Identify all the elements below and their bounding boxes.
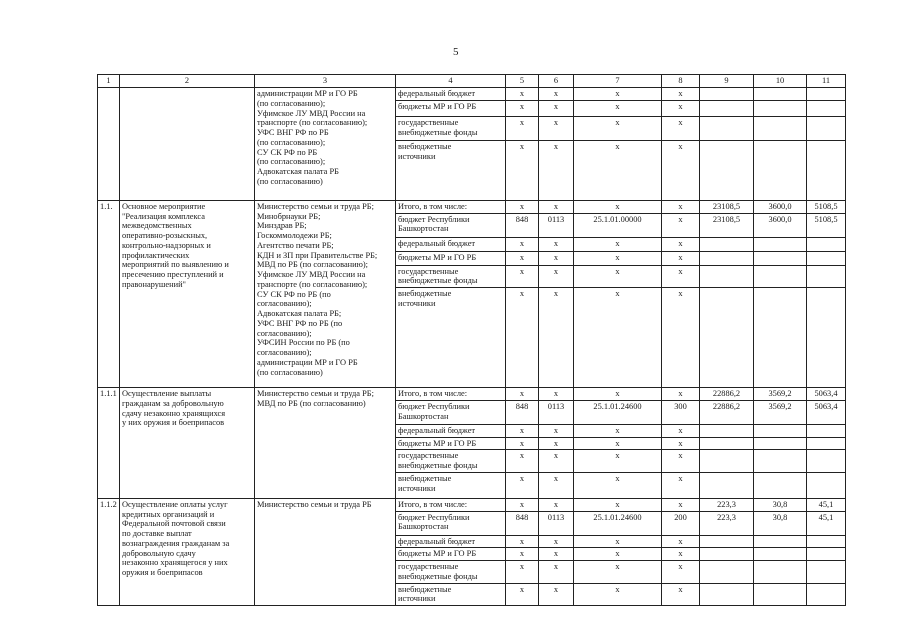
page-number: 5 <box>453 46 459 58</box>
empty-cell <box>700 88 754 101</box>
x-cell: x <box>662 472 700 498</box>
empty-cell <box>754 100 807 116</box>
col-header: 4 <box>396 75 506 88</box>
amount-cell: 3569,2 <box>754 388 807 401</box>
x-cell: x <box>662 583 700 606</box>
source-label: внебюджетные источники <box>396 288 506 388</box>
x-cell: x <box>506 437 539 450</box>
source-label: Итого, в том числе: <box>396 200 506 213</box>
x-cell: x <box>662 437 700 450</box>
event-name: Основное мероприятие "Реализация комплекса межведомственных оперативно-розыскных, контрольно-надзорных и профилактических мероприятий по выявлению и пресечению преступлений и правонарушений" <box>120 200 255 387</box>
x-cell: x <box>506 535 539 548</box>
empty-cell <box>807 237 846 251</box>
empty-cell <box>807 535 846 548</box>
code-cell: 0113 <box>539 213 574 237</box>
x-cell: x <box>539 140 574 200</box>
code-cell: 0113 <box>539 400 574 424</box>
empty-cell <box>807 288 846 388</box>
empty-cell <box>754 548 807 561</box>
x-cell: x <box>506 424 539 437</box>
event-name: Осуществление выплаты гражданам за добровольную сдачу незаконно хранящихся у них оружия и боеприпасов <box>120 388 255 499</box>
x-cell: x <box>574 548 662 561</box>
amount-cell: 223,3 <box>700 498 754 511</box>
x-cell: x <box>539 437 574 450</box>
amount-cell: 22886,2 <box>700 400 754 424</box>
amount-cell: 3600,0 <box>754 200 807 213</box>
amount-cell: 5108,5 <box>807 213 846 237</box>
x-cell: x <box>662 450 700 473</box>
executors: Министерство семьи и труда РБ; Минобрнауки РБ; Минздрав РБ; Госкоммолодежи РБ; Агентство печати РБ; КДН и ЗП при Правительстве РБ; МВД по РБ (по согласованию); Уфимское ЛУ МВД России на транспорте (по согласованию); СУ СК РФ по РБ (по согласованию); Адвокатская палата РБ; УФС ВНГ РФ по РБ (по согласованию); УФСИН России по РБ (по согласованию); администрации МР и ГО РБ (по согласованию) <box>255 200 396 387</box>
col-header: 5 <box>506 75 539 88</box>
empty-cell <box>700 116 754 140</box>
source-label: бюджет Республики Башкортостан <box>396 213 506 237</box>
col-header: 6 <box>539 75 574 88</box>
table-row <box>98 498 846 511</box>
amount-cell: 3600,0 <box>754 213 807 237</box>
x-cell: x <box>506 265 539 288</box>
empty-cell <box>700 265 754 288</box>
source-label: государственные внебюджетные фонды <box>396 265 506 288</box>
amount-cell: 5108,5 <box>807 200 846 213</box>
empty-cell <box>700 450 754 473</box>
x-cell: x <box>574 100 662 116</box>
executors: Министерство семьи и труда РБ; МВД по РБ (по согласованию) <box>255 388 396 499</box>
col-header: 3 <box>255 75 396 88</box>
source-label: федеральный бюджет <box>396 88 506 101</box>
source-label: государственные внебюджетные фонды <box>396 116 506 140</box>
x-cell: x <box>506 237 539 251</box>
amount-cell: 45,1 <box>807 511 846 535</box>
source-label: внебюджетные источники <box>396 472 506 498</box>
x-cell: x <box>506 140 539 200</box>
x-cell: x <box>662 265 700 288</box>
code-cell: 300 <box>662 400 700 424</box>
x-cell: x <box>574 237 662 251</box>
event-name: Осуществление оплаты услуг кредитных организаций и Федеральной почтовой связи по доставке выплат вознаграждения гражданам за добровольную сдачу незаконно хранящегося у них оружия и боеприпасов <box>120 498 255 605</box>
x-cell: x <box>506 450 539 473</box>
x-cell: x <box>662 88 700 101</box>
x-cell: x <box>574 583 662 606</box>
x-cell: x <box>506 116 539 140</box>
col-header: 11 <box>807 75 846 88</box>
empty-cell <box>807 251 846 265</box>
x-cell: x <box>574 498 662 511</box>
x-cell: x <box>574 450 662 473</box>
x-cell: x <box>506 88 539 101</box>
x-cell: x <box>539 116 574 140</box>
col-header: 9 <box>700 75 754 88</box>
x-cell: x <box>574 288 662 388</box>
source-label: бюджеты МР и ГО РБ <box>396 437 506 450</box>
source-label: бюджеты МР и ГО РБ <box>396 251 506 265</box>
x-cell: x <box>506 472 539 498</box>
x-cell: x <box>662 116 700 140</box>
empty-cell <box>700 548 754 561</box>
amount-cell: 23108,5 <box>700 213 754 237</box>
empty-cell <box>807 116 846 140</box>
empty-cell <box>754 116 807 140</box>
empty-cell <box>807 140 846 200</box>
x-cell: x <box>539 548 574 561</box>
code-cell: 200 <box>662 511 700 535</box>
empty-cell <box>700 288 754 388</box>
row-number: 1.1.2 <box>98 498 120 605</box>
col-header: 1 <box>98 75 120 88</box>
source-label: государственные внебюджетные фонды <box>396 450 506 473</box>
empty-cell <box>700 251 754 265</box>
x-cell: x <box>662 424 700 437</box>
x-cell: x <box>574 535 662 548</box>
x-cell: x <box>506 388 539 401</box>
col-header: 2 <box>120 75 255 88</box>
row-number: 1.1. <box>98 200 120 387</box>
empty-cell <box>807 424 846 437</box>
empty-cell <box>754 583 807 606</box>
col-header: 10 <box>754 75 807 88</box>
amount-cell: 5063,4 <box>807 400 846 424</box>
x-cell: x <box>574 437 662 450</box>
x-cell: x <box>662 237 700 251</box>
x-cell: x <box>539 498 574 511</box>
source-label: бюджеты МР и ГО РБ <box>396 548 506 561</box>
source-label: бюджет Республики Башкортостан <box>396 400 506 424</box>
amount-cell: 30,8 <box>754 498 807 511</box>
x-cell: x <box>539 561 574 584</box>
source-label: бюджеты МР и ГО РБ <box>396 100 506 116</box>
x-cell: x <box>539 88 574 101</box>
x-cell: x <box>539 388 574 401</box>
source-label: государственные внебюджетные фонды <box>396 561 506 584</box>
x-cell: x <box>662 388 700 401</box>
code-cell: 848 <box>506 511 539 535</box>
empty-cell <box>807 265 846 288</box>
x-cell: x <box>574 140 662 200</box>
event-name <box>120 88 255 201</box>
x-cell: x <box>539 265 574 288</box>
empty-cell <box>807 88 846 101</box>
empty-cell <box>807 437 846 450</box>
empty-cell <box>700 237 754 251</box>
empty-cell <box>754 561 807 584</box>
executors: администрации МР и ГО РБ (по согласованию); Уфимское ЛУ МВД России на транспорте (по согласованию); УФС ВНГ РФ по РБ (по согласованию); СУ СК РФ по РБ (по согласованию); Адвокатская палата РБ (по согласованию) <box>255 88 396 201</box>
empty-cell <box>807 583 846 606</box>
budget-table <box>97 74 846 606</box>
x-cell: x <box>574 265 662 288</box>
amount-cell: 223,3 <box>700 511 754 535</box>
source-label: федеральный бюджет <box>396 237 506 251</box>
empty-cell <box>754 472 807 498</box>
empty-cell <box>754 450 807 473</box>
code-cell: 848 <box>506 213 539 237</box>
source-label: федеральный бюджет <box>396 535 506 548</box>
col-header: 8 <box>662 75 700 88</box>
source-label: внебюджетные источники <box>396 583 506 606</box>
x-cell: x <box>539 200 574 213</box>
source-label: Итого, в том числе: <box>396 498 506 511</box>
empty-cell <box>807 548 846 561</box>
x-cell: x <box>506 548 539 561</box>
empty-cell <box>700 424 754 437</box>
x-cell: x <box>574 472 662 498</box>
executors: Министерство семьи и труда РБ <box>255 498 396 605</box>
table-row <box>98 88 846 101</box>
x-cell: x <box>506 200 539 213</box>
amount-cell: 23108,5 <box>700 200 754 213</box>
empty-cell <box>807 561 846 584</box>
x-cell: x <box>662 548 700 561</box>
table-row <box>98 200 846 213</box>
x-cell: x <box>506 288 539 388</box>
x-cell: x <box>662 288 700 388</box>
empty-cell <box>700 100 754 116</box>
empty-cell <box>700 140 754 200</box>
code-cell: 0113 <box>539 511 574 535</box>
empty-cell <box>700 472 754 498</box>
x-cell: x <box>574 116 662 140</box>
x-cell: x <box>539 288 574 388</box>
x-cell: x <box>539 100 574 116</box>
x-cell: x <box>506 251 539 265</box>
row-number <box>98 88 120 201</box>
col-header: 7 <box>574 75 662 88</box>
code-cell: 25.1.01.24600 <box>574 400 662 424</box>
x-cell: x <box>662 498 700 511</box>
x-cell: x <box>574 388 662 401</box>
amount-cell: 3569,2 <box>754 400 807 424</box>
x-cell: x <box>539 450 574 473</box>
x-cell: x <box>574 200 662 213</box>
empty-cell <box>807 450 846 473</box>
empty-cell <box>807 472 846 498</box>
table-row <box>98 388 846 401</box>
empty-cell <box>700 437 754 450</box>
x-cell: x <box>662 251 700 265</box>
empty-cell <box>754 288 807 388</box>
empty-cell <box>700 583 754 606</box>
code-cell: 848 <box>506 400 539 424</box>
empty-cell <box>807 100 846 116</box>
x-cell: x <box>506 561 539 584</box>
x-cell: x <box>539 424 574 437</box>
x-cell: x <box>506 498 539 511</box>
x-cell: x <box>539 472 574 498</box>
empty-cell <box>754 237 807 251</box>
source-label: бюджет Республики Башкортостан <box>396 511 506 535</box>
amount-cell: 45,1 <box>807 498 846 511</box>
empty-cell <box>754 424 807 437</box>
x-cell: x <box>506 583 539 606</box>
amount-cell: 22886,2 <box>700 388 754 401</box>
source-label: Итого, в том числе: <box>396 388 506 401</box>
x-cell: x <box>539 237 574 251</box>
empty-cell <box>754 535 807 548</box>
empty-cell <box>754 251 807 265</box>
x-cell: x <box>539 251 574 265</box>
x-cell: x <box>574 88 662 101</box>
empty-cell <box>754 140 807 200</box>
source-label: внебюджетные источники <box>396 140 506 200</box>
empty-cell <box>754 88 807 101</box>
x-cell: x <box>574 424 662 437</box>
x-cell: x <box>662 535 700 548</box>
empty-cell <box>754 437 807 450</box>
x-cell: x <box>662 140 700 200</box>
code-cell: 25.1.01.24600 <box>574 511 662 535</box>
amount-cell: 30,8 <box>754 511 807 535</box>
x-cell: x <box>539 583 574 606</box>
x-cell: x <box>662 200 700 213</box>
source-label: федеральный бюджет <box>396 424 506 437</box>
code-cell: 25.1.01.00000 <box>574 213 662 237</box>
x-cell: x <box>662 100 700 116</box>
code-cell: x <box>662 213 700 237</box>
empty-cell <box>754 265 807 288</box>
x-cell: x <box>574 561 662 584</box>
x-cell: x <box>506 100 539 116</box>
amount-cell: 5063,4 <box>807 388 846 401</box>
x-cell: x <box>539 535 574 548</box>
row-number: 1.1.1 <box>98 388 120 499</box>
empty-cell <box>700 561 754 584</box>
empty-cell <box>700 535 754 548</box>
x-cell: x <box>574 251 662 265</box>
x-cell: x <box>662 561 700 584</box>
header-row <box>98 75 846 88</box>
